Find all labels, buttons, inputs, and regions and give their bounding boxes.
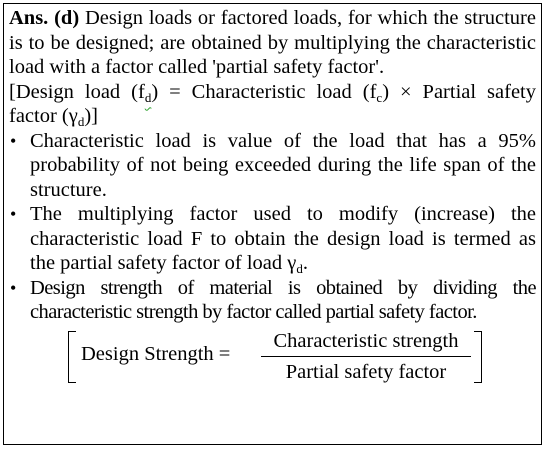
- bullet-item-multiplying-factor: [9, 202, 536, 276]
- characteristic-load-subscript: c: [376, 89, 383, 105]
- bullet-item-characteristic-load: [9, 129, 536, 203]
- bullet-item-design-strength: [9, 276, 536, 325]
- answer-intro-paragraph: [9, 6, 536, 80]
- characteristic-load-text: ) = Characteristic load (f: [151, 80, 377, 103]
- bullet-text: Design strength of material is obtained by dividing the characteristic strength by factor called partial safety factor.: [30, 276, 536, 323]
- bullet-text: Characteristic load is value of the load that has a 95% probability of not being exceeded during the life span of the structure.: [30, 129, 536, 201]
- design-strength-formula: [9, 327, 536, 387]
- answer-box: [3, 3, 542, 445]
- answer-intro-text: Design loads or factored loads, for which the structure is to be designed; are obtained by multiplying the characteristic load with a factor called 'partial safety factor'.: [9, 7, 536, 78]
- gamma-load-subscript: d: [296, 261, 303, 276]
- left-bracket: [68, 331, 76, 383]
- right-bracket: [474, 331, 482, 383]
- relation-close: )]: [84, 105, 98, 127]
- answer-label: Ans. (d): [9, 7, 80, 29]
- bullet-icon: •: [10, 277, 16, 298]
- partial-safety-factor-text: ) × Partial safety factor (γ: [9, 80, 536, 127]
- design-load-text: [Design load (f: [9, 80, 145, 103]
- design-load-subscript: d: [144, 89, 152, 105]
- formula-fraction: [261, 329, 471, 385]
- formula-denominator: Partial safety factor: [285, 360, 447, 383]
- bullet-text-tail: .: [302, 252, 308, 274]
- bullet-icon: •: [10, 204, 17, 224]
- formula-lhs: Design Strength =: [81, 342, 231, 365]
- formula-numerator: Characteristic strength: [261, 329, 471, 357]
- gamma-subscript: d: [77, 114, 85, 129]
- bullet-list: [9, 129, 536, 325]
- design-load-relation: [9, 80, 536, 129]
- bullet-text: The multiplying factor used to modify (increase) the characteristic load F to obtain the design load is termed as the partial safety factor of load γ: [30, 203, 536, 274]
- bullet-icon: •: [10, 130, 17, 151]
